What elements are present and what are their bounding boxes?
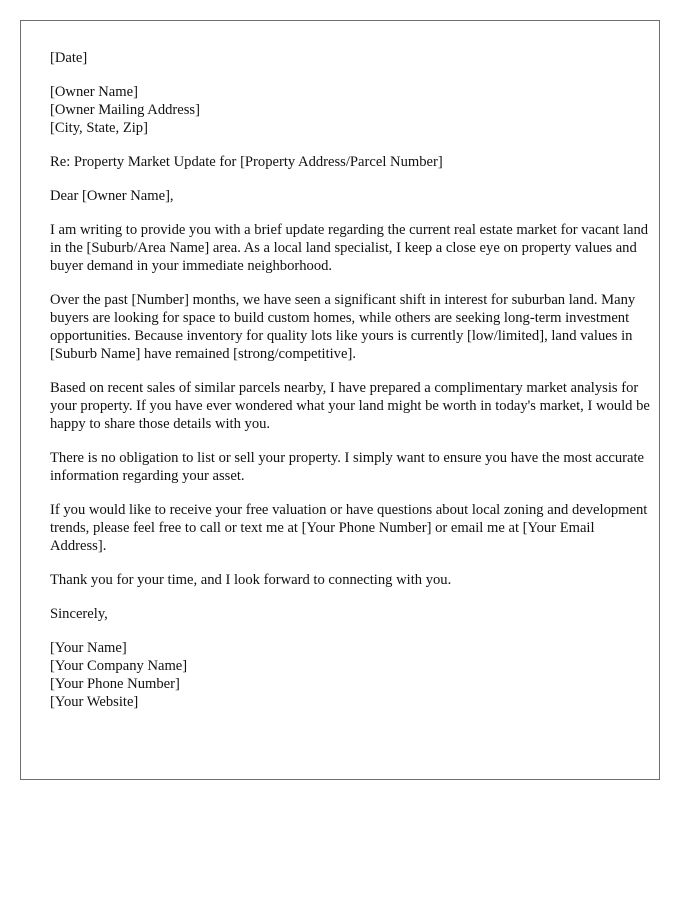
date-block: [50, 49, 650, 67]
signature-block: [50, 639, 650, 711]
body-paragraph-no-obligation: There is no obligation to list or sell your property. I simply want to ensure you have the most accurate information regarding your asset.: [50, 450, 645, 484]
recipient-mailing-address: [Owner Mailing Address]: [50, 102, 200, 118]
signature-phone: [Your Phone Number]: [50, 676, 180, 692]
body-paragraph-contact: If you would like to receive your free valuation or have questions about local zoning and development trends, please feel free to call or text me at [Your Phone Number] or email me at [Your Email Address].: [50, 502, 648, 554]
letter-body: [50, 49, 650, 727]
subject-block: [50, 153, 650, 171]
closing-block: [50, 605, 650, 623]
signature-company: [Your Company Name]: [50, 658, 188, 674]
signature-name: [Your Name]: [50, 640, 127, 656]
salutation-block: [50, 187, 650, 205]
body-paragraph-market-shift: Over the past [Number] months, we have seen a significant shift in interest for suburban land. Many buyers are looking for space to build custom homes, while others are seeking long-term investment opportunities. Because inventory for quality lots like yours is currently [low/limited], land values in [Suburb Name] have remained [strong/competitive].: [50, 292, 636, 362]
signature-website: [Your Website]: [50, 694, 139, 710]
closing: Sincerely,: [50, 606, 108, 622]
recipient-city-state-zip: [City, State, Zip]: [50, 120, 148, 136]
subject-line: Re: Property Market Update for [Property Address/Parcel Number]: [50, 154, 443, 170]
body-paragraph-intro: I am writing to provide you with a brief update regarding the current real estate market for vacant land in the [Suburb/Area Name] area. As a local land specialist, I keep a close eye on property values and buyer demand in your immediate neighborhood.: [50, 222, 649, 274]
letter-date: [Date]: [50, 50, 88, 66]
letter-frame: [20, 20, 660, 780]
body-paragraph-thanks: Thank you for your time, and I look forward to connecting with you.: [50, 572, 452, 588]
recipient-name: [Owner Name]: [50, 84, 138, 100]
salutation: Dear [Owner Name],: [50, 188, 174, 204]
body-paragraph-market-analysis: Based on recent sales of similar parcels nearby, I have prepared a complimentary market analysis for your property. If you have ever wondered what your land might be worth in today's market, I would be happy to share those details with you.: [50, 380, 650, 432]
recipient-address-block: [50, 83, 650, 137]
